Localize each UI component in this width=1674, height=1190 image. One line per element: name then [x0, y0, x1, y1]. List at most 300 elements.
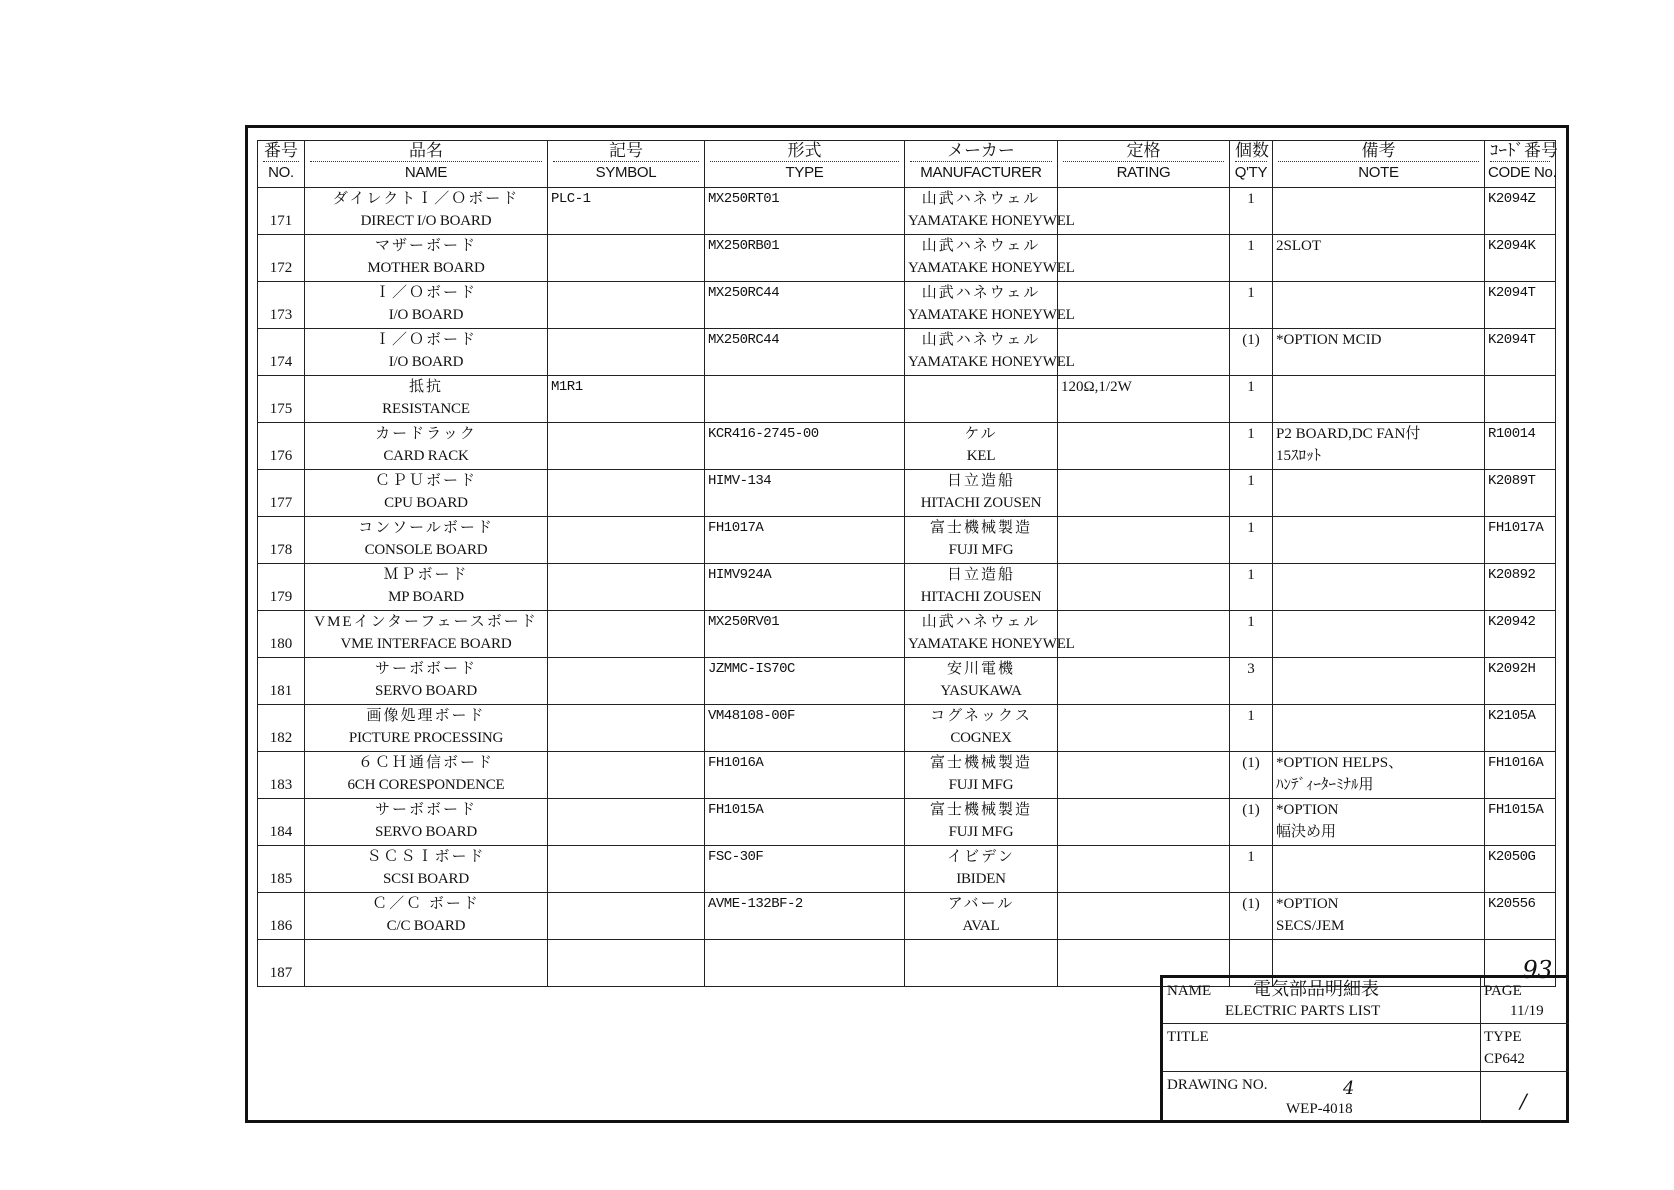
cell-code — [1485, 188, 1556, 235]
cell-name — [305, 940, 548, 987]
item-name-jp: ＭＰボード — [383, 567, 469, 583]
item-code: K20942 — [1488, 614, 1536, 630]
cell-manufacturer — [905, 376, 1058, 423]
item-manufacturer-jp: ケル — [964, 426, 998, 442]
item-number: 177 — [269, 495, 293, 511]
cell-type — [705, 470, 905, 517]
cell-code — [1485, 799, 1556, 846]
cell-qty — [1230, 282, 1273, 329]
cell-qty — [1230, 752, 1273, 799]
item-manufacturer-en: HITACHI ZOUSEN — [920, 589, 1042, 605]
item-manufacturer-en: HITACHI ZOUSEN — [920, 495, 1042, 511]
cell-qty — [1230, 329, 1273, 376]
sheet-name-en: ELECTRIC PARTS LIST — [1225, 1003, 1381, 1019]
cell-type — [705, 564, 905, 611]
cell-no — [258, 940, 305, 987]
item-manufacturer-jp: 富士機械製造 — [929, 802, 1032, 818]
item-name-jp: マザーボード — [374, 238, 477, 254]
item-qty: 1 — [1247, 849, 1255, 865]
item-manufacturer-en: COGNEX — [950, 730, 1012, 746]
cell-symbol — [548, 752, 705, 799]
item-qty: 1 — [1247, 379, 1255, 395]
item-qty: (1) — [1242, 332, 1260, 348]
item-type: HIMV-134 — [708, 473, 772, 489]
cell-no — [258, 799, 305, 846]
cell-manufacturer — [905, 752, 1058, 799]
cell-manufacturer — [905, 517, 1058, 564]
cell-qty — [1230, 517, 1273, 564]
cell-note — [1273, 611, 1485, 658]
cell-symbol — [548, 423, 705, 470]
cell-qty — [1230, 846, 1273, 893]
cell-code — [1485, 376, 1556, 423]
cell-qty — [1230, 564, 1273, 611]
cell-qty — [1230, 470, 1273, 517]
cell-rating — [1058, 799, 1230, 846]
item-name-en: I/O BOARD — [388, 307, 464, 323]
item-number: 171 — [269, 213, 293, 229]
cell-type — [705, 376, 905, 423]
cell-manufacturer — [905, 893, 1058, 940]
table-row — [258, 799, 1556, 846]
item-number: 184 — [269, 824, 293, 840]
name-label: NAME — [1167, 983, 1212, 999]
item-manufacturer-jp: 日立造船 — [946, 473, 1015, 489]
item-code: 93 — [1522, 956, 1552, 984]
cell-code — [1485, 893, 1556, 940]
item-qty: 1 — [1247, 520, 1255, 536]
item-code: K20892 — [1488, 567, 1536, 583]
cell-manufacturer — [905, 940, 1058, 987]
item-note-line1: *OPTION — [1276, 896, 1339, 912]
cell-note — [1273, 470, 1485, 517]
table-row — [258, 658, 1556, 705]
item-qty: 1 — [1247, 708, 1255, 724]
table-row — [258, 752, 1556, 799]
item-number: 173 — [269, 307, 293, 323]
item-number: 180 — [269, 636, 293, 652]
item-code: FH1017A — [1488, 520, 1544, 536]
cell-type — [705, 329, 905, 376]
item-manufacturer-jp: コグネックス — [930, 708, 1032, 724]
cell-symbol — [548, 940, 705, 987]
item-number: 176 — [269, 448, 293, 464]
cell-rating — [1058, 235, 1230, 282]
cell-type — [705, 752, 905, 799]
cell-no — [258, 658, 305, 705]
item-manufacturer-en: FUJI MFG — [948, 777, 1014, 793]
drawing-correction: 4 — [1343, 1078, 1355, 1099]
header-symbol: 記号 SYMBOL — [548, 141, 705, 188]
item-name-jp: サーボボード — [374, 802, 477, 818]
item-name-jp: VMEインターフェースボード — [314, 614, 538, 630]
cell-type — [705, 940, 905, 987]
item-qty: 1 — [1247, 614, 1255, 630]
cell-qty — [1230, 235, 1273, 282]
cell-symbol — [548, 846, 705, 893]
cell-no — [258, 846, 305, 893]
item-qty: 1 — [1247, 191, 1255, 207]
item-qty: (1) — [1242, 802, 1260, 818]
table-row — [258, 893, 1556, 940]
item-manufacturer-jp: アバール — [947, 896, 1015, 912]
cell-symbol — [548, 329, 705, 376]
item-qty: 1 — [1247, 426, 1255, 442]
item-qty: (1) — [1242, 755, 1260, 771]
cell-rating — [1058, 423, 1230, 470]
cell-no — [258, 752, 305, 799]
cell-rating — [1058, 470, 1230, 517]
cell-rating — [1058, 282, 1230, 329]
item-type: MX250RC44 — [708, 332, 780, 348]
item-rating: 120Ω,1/2W — [1061, 379, 1132, 395]
item-manufacturer-jp: 山武ハネウェル — [921, 614, 1041, 630]
cell-code — [1485, 329, 1556, 376]
item-number: 185 — [269, 871, 293, 887]
item-number: 175 — [269, 401, 293, 417]
item-name-en: PICTURE PROCESSING — [348, 730, 504, 746]
table-row — [258, 611, 1556, 658]
item-manufacturer-en: YAMATAKE HONEYWEL — [908, 260, 1075, 276]
cell-qty — [1230, 376, 1273, 423]
cell-type — [705, 799, 905, 846]
item-type: HIMV924A — [708, 567, 772, 583]
cell-manufacturer — [905, 611, 1075, 658]
cell-symbol — [548, 376, 705, 423]
cell-note — [1273, 329, 1485, 376]
header-type: 形式 TYPE — [705, 141, 905, 188]
item-type: FH1017A — [708, 520, 764, 536]
item-manufacturer-en: YAMATAKE HONEYWEL — [908, 307, 1075, 323]
item-manufacturer-en: FUJI MFG — [948, 824, 1014, 840]
cell-no — [258, 893, 305, 940]
cell-no — [258, 564, 305, 611]
item-manufacturer-jp: 山武ハネウェル — [921, 238, 1041, 254]
cell-note — [1273, 799, 1485, 846]
cell-rating — [1058, 564, 1230, 611]
item-manufacturer-en: AVAL — [962, 918, 1000, 934]
cell-type — [705, 188, 905, 235]
item-type: MX250RT01 — [708, 191, 780, 207]
header-name: 品名 NAME — [305, 141, 548, 188]
cell-qty — [1230, 188, 1273, 235]
item-name-en: CPU BOARD — [384, 495, 468, 511]
cell-rating — [1058, 376, 1230, 423]
item-name-en: CONSOLE BOARD — [364, 542, 488, 558]
item-type: VM48108-00F — [708, 708, 795, 724]
cell-name — [305, 517, 548, 564]
item-number: 172 — [269, 260, 293, 276]
item-note-line1: 2SLOT — [1276, 238, 1321, 254]
item-manufacturer-jp: 山武ハネウェル — [921, 332, 1041, 348]
item-manufacturer-jp: イビデン — [947, 849, 1015, 865]
cell-name — [305, 329, 548, 376]
cell-code — [1485, 752, 1556, 799]
table-row — [258, 329, 1556, 376]
cell-code — [1485, 658, 1556, 705]
item-manufacturer-jp: 富士機械製造 — [929, 520, 1032, 536]
cell-no — [258, 329, 305, 376]
drawing-number: WEP-4018 — [1286, 1101, 1353, 1117]
item-type: JZMMC-IS70C — [708, 661, 795, 677]
cell-symbol — [548, 611, 705, 658]
cell-type — [705, 893, 905, 940]
cell-symbol — [548, 235, 705, 282]
item-name-jp: サーボボード — [374, 661, 477, 677]
cell-name — [305, 235, 548, 282]
item-name-en: SERVO BOARD — [374, 683, 478, 699]
item-number: 186 — [269, 918, 293, 934]
item-qty: 3 — [1247, 661, 1255, 677]
header-row — [258, 141, 1556, 188]
cell-symbol — [548, 564, 705, 611]
item-name-en: VME INTERFACE BOARD — [340, 636, 512, 652]
item-note-line1: *OPTION HELPS、 — [1276, 755, 1404, 771]
item-number: 183 — [269, 777, 293, 793]
item-manufacturer-en: YAMATAKE HONEYWEL — [908, 636, 1075, 652]
item-code: K2094T — [1488, 285, 1536, 301]
item-name-jp: ダイレクトＩ／Ｏボード — [332, 191, 520, 207]
cell-symbol — [548, 282, 705, 329]
item-code: K2094T — [1488, 332, 1536, 348]
cell-manufacturer — [905, 846, 1058, 893]
header-note: 備考 NOTE — [1273, 141, 1485, 188]
cell-note — [1273, 893, 1485, 940]
cell-symbol — [548, 517, 705, 564]
header-code: ｺｰﾄﾞ番号 CODE No. — [1485, 141, 1556, 188]
item-manufacturer-en: YASUKAWA — [940, 683, 1022, 699]
table-row — [258, 188, 1556, 235]
cell-name — [305, 705, 548, 752]
cell-no — [258, 188, 305, 235]
item-code: K2105A — [1488, 708, 1536, 724]
type-label: TYPE — [1484, 1029, 1522, 1045]
cell-manufacturer — [905, 564, 1058, 611]
item-number: 182 — [269, 730, 293, 746]
item-manufacturer-jp: 日立造船 — [946, 567, 1015, 583]
cell-qty — [1230, 611, 1273, 658]
cell-symbol — [548, 188, 705, 235]
item-code: K2092H — [1488, 661, 1536, 677]
item-name-en: DIRECT I/O BOARD — [360, 213, 492, 229]
cell-manufacturer — [905, 470, 1058, 517]
item-note-line1: P2 BOARD,DC FAN付 — [1276, 426, 1421, 442]
cell-name — [305, 611, 548, 658]
cell-qty — [1230, 799, 1273, 846]
item-code: FH1015A — [1488, 802, 1544, 818]
table-row — [258, 470, 1556, 517]
header-no: 番号 NO. — [258, 141, 305, 188]
item-qty: 1 — [1247, 473, 1255, 489]
cell-code — [1485, 846, 1556, 893]
item-name-jp: Ｉ／Ｏボード — [374, 332, 477, 348]
cell-note — [1273, 658, 1485, 705]
cell-manufacturer — [905, 658, 1058, 705]
cell-note — [1273, 188, 1485, 235]
cell-code — [1485, 282, 1556, 329]
item-name-en: SCSI BOARD — [383, 871, 469, 887]
cell-note — [1273, 376, 1485, 423]
item-qty: 1 — [1247, 567, 1255, 583]
item-code: K2050G — [1488, 849, 1536, 865]
cell-no — [258, 470, 305, 517]
cell-note — [1273, 846, 1485, 893]
cell-qty — [1230, 658, 1273, 705]
item-type: AVME-132BF-2 — [708, 896, 803, 912]
cell-name — [305, 282, 548, 329]
item-name-jp: カードラック — [375, 426, 477, 442]
table-row — [258, 376, 1556, 423]
cell-manufacturer — [905, 329, 1075, 376]
cell-type — [705, 235, 905, 282]
cell-name — [305, 752, 548, 799]
cell-rating — [1058, 188, 1230, 235]
item-manufacturer-en: YAMATAKE HONEYWEL — [908, 213, 1075, 229]
table-row — [258, 423, 1556, 470]
title-block-divider — [1163, 1071, 1569, 1072]
cell-rating — [1058, 705, 1230, 752]
item-type: FH1015A — [708, 802, 764, 818]
item-qty: (1) — [1242, 896, 1260, 912]
cell-name — [305, 846, 548, 893]
cell-rating — [1058, 611, 1230, 658]
item-code: K20556 — [1488, 896, 1536, 912]
item-note-line2: 15ｽﾛｯﾄ — [1276, 448, 1322, 464]
cell-rating — [1058, 752, 1230, 799]
cell-no — [258, 376, 305, 423]
cell-type — [705, 517, 905, 564]
item-manufacturer-jp: 山武ハネウェル — [921, 191, 1041, 207]
cell-qty — [1230, 705, 1273, 752]
item-manufacturer-jp: 安川電機 — [946, 661, 1015, 677]
item-manufacturer-en: IBIDEN — [956, 871, 1006, 887]
item-manufacturer-en: YAMATAKE HONEYWEL — [908, 354, 1075, 370]
cell-symbol — [548, 705, 705, 752]
page-label: PAGE — [1484, 983, 1522, 999]
cell-symbol — [548, 893, 705, 940]
item-type: MX250RV01 — [708, 614, 780, 630]
item-name-en: MOTHER BOARD — [367, 260, 485, 276]
item-note-line2: ﾊﾝﾃﾞｨｰﾀｰﾐﾅﾙ用 — [1276, 777, 1374, 793]
cell-type — [705, 705, 905, 752]
cell-note — [1273, 705, 1485, 752]
cell-no — [258, 235, 305, 282]
item-name-en: C/C BOARD — [386, 918, 466, 934]
cell-manufacturer — [905, 705, 1058, 752]
item-note-line2: 幅決め用 — [1276, 824, 1337, 840]
item-type: KCR416-2745-00 — [708, 426, 819, 442]
item-manufacturer-jp: 山武ハネウェル — [921, 285, 1041, 301]
item-name-en: RESISTANCE — [382, 401, 470, 417]
cell-code — [1485, 564, 1556, 611]
parts-body — [258, 188, 1556, 987]
cell-manufacturer — [905, 188, 1075, 235]
cell-name — [305, 799, 548, 846]
item-code: FH1016A — [1488, 755, 1544, 771]
item-note-line1: *OPTION — [1276, 802, 1339, 818]
item-name-jp: 抵抗 — [408, 379, 443, 395]
header-manufacturer: メーカー MANUFACTURER — [905, 141, 1058, 188]
cell-rating — [1058, 893, 1230, 940]
item-name-jp: Ｉ／Ｏボード — [374, 285, 477, 301]
page-value: 11/19 — [1510, 1003, 1544, 1019]
item-number: 187 — [269, 965, 293, 981]
cell-type — [705, 611, 905, 658]
item-name-jp: Ｃ／Ｃ ボード — [372, 896, 480, 912]
corner-mark: / — [1520, 1089, 1527, 1113]
cell-note — [1273, 423, 1485, 470]
cell-manufacturer — [905, 799, 1058, 846]
cell-code — [1485, 470, 1556, 517]
item-name-en: I/O BOARD — [388, 354, 464, 370]
item-name-en: 6CH CORESPONDENCE — [347, 777, 505, 793]
item-manufacturer-jp: 富士機械製造 — [929, 755, 1032, 771]
cell-rating — [1058, 658, 1230, 705]
item-note-line1: *OPTION MCID — [1276, 332, 1382, 348]
cell-code — [1485, 705, 1556, 752]
table-row — [258, 282, 1556, 329]
type-value: CP642 — [1484, 1051, 1525, 1067]
drawing-label: DRAWING NO. — [1167, 1077, 1268, 1093]
title-label: TITLE — [1167, 1029, 1209, 1045]
item-note-line2: SECS/JEM — [1276, 918, 1345, 934]
cell-name — [305, 423, 548, 470]
cell-symbol — [548, 799, 705, 846]
table-row — [258, 564, 1556, 611]
cell-type — [705, 282, 905, 329]
cell-no — [258, 423, 305, 470]
cell-type — [705, 658, 905, 705]
table-row — [258, 517, 1556, 564]
cell-note — [1273, 282, 1485, 329]
table-row — [258, 235, 1556, 282]
cell-name — [305, 470, 548, 517]
cell-code — [1485, 423, 1556, 470]
item-number: 181 — [269, 683, 293, 699]
cell-note — [1273, 235, 1485, 282]
cell-type — [705, 846, 905, 893]
item-qty: 1 — [1247, 238, 1255, 254]
item-name-jp: ＣＰＵボード — [374, 473, 477, 489]
cell-no — [258, 705, 305, 752]
item-manufacturer-en: KEL — [966, 448, 996, 464]
cell-type — [705, 423, 905, 470]
item-manufacturer-en: FUJI MFG — [948, 542, 1014, 558]
item-code: K2094Z — [1488, 191, 1536, 207]
table-row — [258, 705, 1556, 752]
item-name-jp: ６ＣＨ通信ボード — [357, 755, 494, 771]
item-code: K2089T — [1488, 473, 1536, 489]
item-number: 179 — [269, 589, 293, 605]
cell-note — [1273, 752, 1485, 799]
header-rating: 定格 RATING — [1058, 141, 1230, 188]
title-block-divider — [1163, 1023, 1569, 1024]
item-code: K2094K — [1488, 238, 1536, 254]
cell-symbol — [548, 658, 705, 705]
cell-note — [1273, 517, 1485, 564]
cell-symbol — [548, 470, 705, 517]
item-name-en: SERVO BOARD — [374, 824, 478, 840]
item-name-jp: ＳＣＳＩボード — [366, 849, 486, 865]
cell-code — [1485, 235, 1556, 282]
cell-name — [305, 376, 548, 423]
cell-code — [1485, 517, 1556, 564]
cell-no — [258, 517, 305, 564]
item-name-en: MP BOARD — [388, 589, 464, 605]
sheet-name-jp: 電気部品明細表 — [1253, 979, 1379, 999]
item-symbol: PLC-1 — [551, 191, 591, 207]
cell-name — [305, 188, 548, 235]
